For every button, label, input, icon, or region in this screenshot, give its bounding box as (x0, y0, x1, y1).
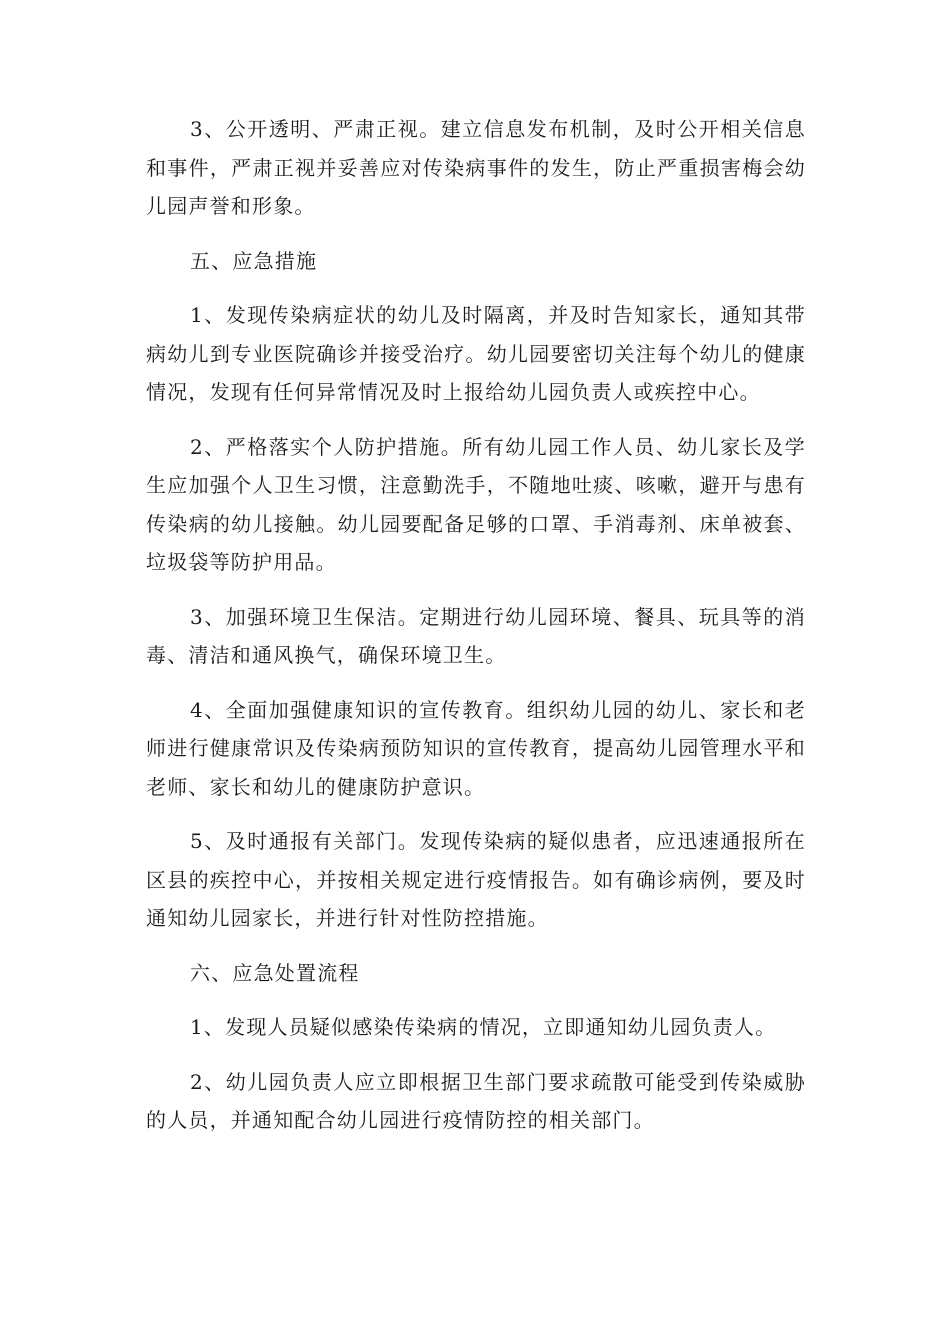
section-heading-6: 六、应急处置流程 (190, 960, 360, 985)
measure-3-hygiene: 3、加强环境卫生保洁。定期进行幼儿园环境、餐具、玩具等的消毒、清洁和通风换气，确保环境卫生。 (146, 604, 806, 667)
section-heading-5: 五、应急措施 (190, 248, 318, 273)
measure-1-isolation: 1、发现传染病症状的幼儿及时隔离，并及时告知家长，通知其带病幼儿到专业医院确诊并接受治疗。幼儿园要密切关注每个幼儿的健康情况，发现有任何异常情况及时上报给幼儿园负责人或疾控中心。 (146, 303, 806, 404)
measure-2-personal-protection: 2、严格落实个人防护措施。所有幼儿园工作人员、幼儿家长及学生应加强个人卫生习惯，注意勤洗手，不随地吐痰、咳嗽，避开与患有传染病的幼儿接触。幼儿园要配备足够的口罩、手消毒剂、床单被套、垃圾袋等防护用品。 (146, 434, 806, 574)
measure-5-reporting: 5、及时通报有关部门。发现传染病的疑似患者，应迅速通报所在区县的疾控中心，并按相关规定进行疫情报告。如有确诊病例，要及时通知幼儿园家长，并进行针对性防控措施。 (146, 829, 806, 930)
procedure-1-notify: 1、发现人员疑似感染传染病的情况，立即通知幼儿园负责人。 (190, 1015, 777, 1039)
document-body (146, 110, 806, 1156)
procedure-2-evacuate: 2、幼儿园负责人应立即根据卫生部门要求疏散可能受到传染威胁的人员，并通知配合幼儿园进行疫情防控的相关部门。 (146, 1069, 806, 1132)
paragraph-3-open-transparency: 3、公开透明、严肃正视。建立信息发布机制，及时公开相关信息和事件，严肃正视并妥善应对传染病事件的发生，防止严重损害梅会幼儿园声誉和形象。 (146, 117, 806, 218)
measure-4-education: 4、全面加强健康知识的宣传教育。组织幼儿园的幼儿、家长和老师进行健康常识及传染病预防知识的宣传教育，提高幼儿园管理水平和老师、家长和幼儿的健康防护意识。 (146, 697, 806, 799)
